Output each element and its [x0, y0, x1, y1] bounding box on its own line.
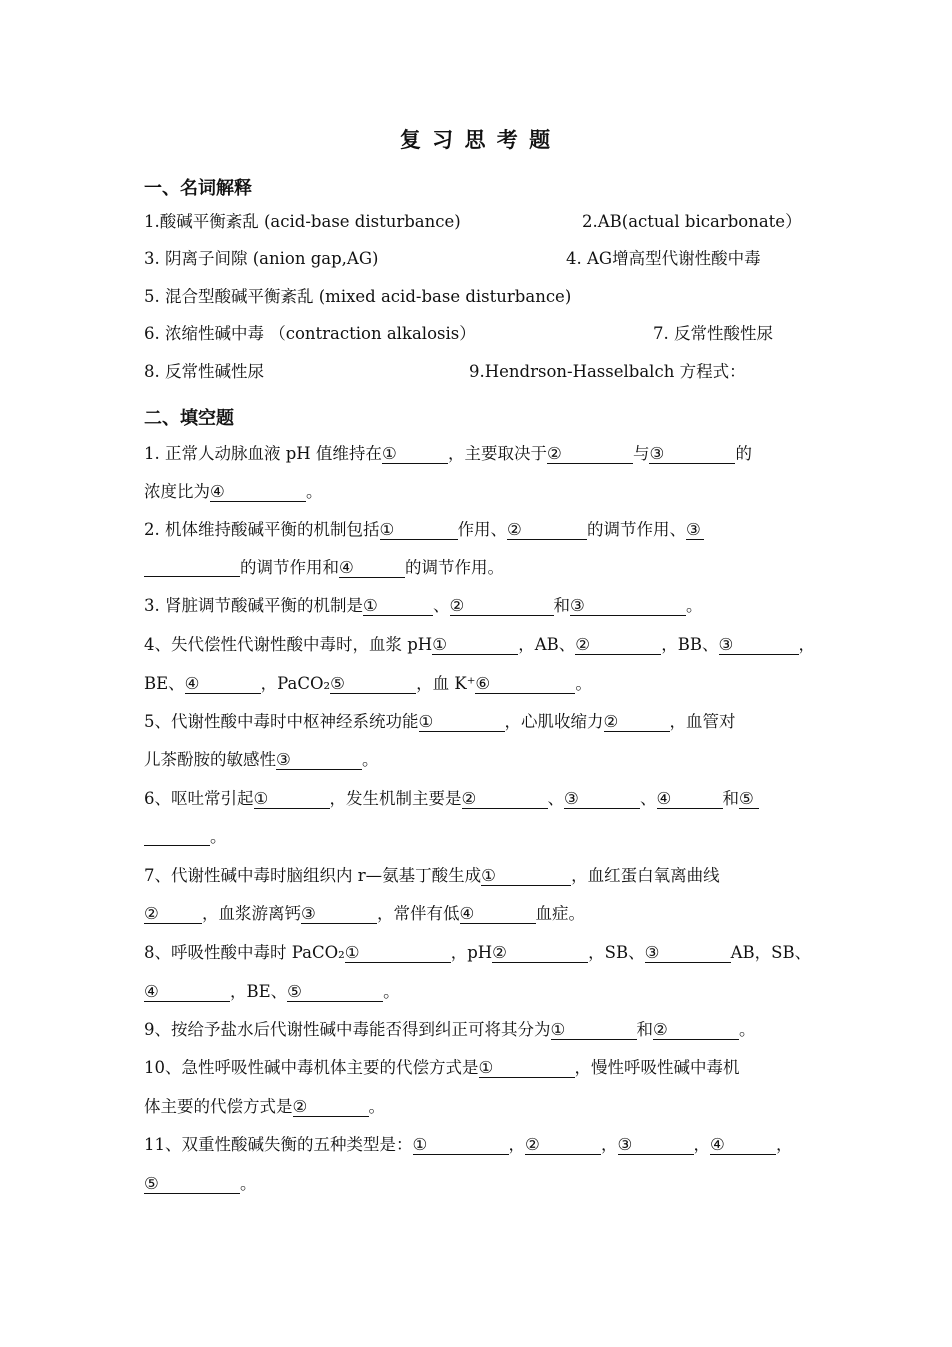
blank-marker: ③	[276, 750, 291, 769]
question-5-line-1	[144, 710, 736, 734]
answer-blank[interactable]	[739, 790, 759, 809]
blank-marker: ⑤	[144, 1174, 159, 1193]
answer-blank[interactable]	[144, 558, 240, 577]
question-10-line-2	[144, 1095, 385, 1119]
question-text: 。	[306, 482, 323, 501]
answer-blank[interactable]	[481, 867, 571, 886]
question-text: 。	[575, 674, 592, 693]
question-5-line-2	[144, 748, 379, 772]
answer-blank[interactable]	[547, 445, 633, 464]
blank-marker: ③	[301, 904, 316, 923]
question-text: ，	[601, 1135, 618, 1154]
answer-blank[interactable]	[413, 1136, 509, 1155]
blank-marker: ②	[603, 712, 619, 731]
answer-blank[interactable]	[432, 636, 518, 655]
answer-blank[interactable]	[450, 597, 554, 616]
blank-marker: ⑤	[330, 674, 345, 693]
question-text: 和	[553, 596, 570, 615]
answer-blank[interactable]	[380, 521, 458, 540]
answer-blank[interactable]	[339, 559, 405, 578]
answer-blank[interactable]	[657, 790, 723, 809]
blank-marker: ⑤	[739, 789, 754, 808]
section-heading-fill-in: 二、填空题	[144, 408, 234, 429]
question-text: 体主要的代偿方式是	[144, 1097, 293, 1116]
answer-blank[interactable]	[462, 790, 548, 809]
question-text: 作用、	[457, 520, 507, 539]
blank-marker: ①	[432, 635, 447, 654]
blank-marker: ①	[418, 712, 434, 731]
term-8: 8. 反常性碱性尿	[144, 362, 264, 381]
blank-marker: ①	[379, 520, 395, 539]
question-4-line-2	[144, 672, 592, 696]
question-text: ，血管对	[669, 712, 736, 731]
blank-marker: ③	[644, 943, 660, 962]
question-text: ，AB、	[518, 635, 576, 654]
question-text: ，	[508, 1135, 525, 1154]
question-text: 儿茶酚胺的敏感性	[144, 750, 276, 769]
question-text: 。	[368, 1097, 385, 1116]
blank-marker: ④	[339, 558, 354, 577]
answer-blank[interactable]	[653, 1021, 739, 1040]
answer-blank[interactable]	[719, 636, 799, 655]
blank-marker: ④	[184, 674, 200, 693]
question-2-line-1	[144, 518, 704, 542]
question-text: 和	[722, 789, 739, 808]
question-text: ，慢性呼吸性碱中毒机	[574, 1058, 740, 1077]
blank-marker: ⑤	[287, 982, 302, 1001]
question-text: 4、失代偿性代谢性酸中毒时，血浆 pH	[144, 635, 433, 654]
answer-blank[interactable]	[575, 636, 661, 655]
answer-blank[interactable]	[492, 944, 588, 963]
answer-blank[interactable]	[185, 675, 261, 694]
question-text: 。	[240, 1174, 257, 1193]
question-1-line-2	[144, 480, 323, 504]
blank-marker: ②	[449, 596, 465, 615]
blank-marker: ①	[344, 943, 360, 962]
answer-blank[interactable]	[287, 983, 383, 1002]
question-text: 7、代谢性碱中毒时脑组织内 r—氨基丁酸生成	[144, 866, 482, 885]
answer-blank[interactable]	[710, 1136, 776, 1155]
question-text: 的调节作用和	[240, 558, 339, 577]
answer-blank[interactable]	[301, 905, 377, 924]
question-text: ，心肌收缩力	[504, 712, 604, 731]
blank-marker: ②	[292, 1097, 308, 1116]
blank-marker: ②	[144, 904, 159, 923]
question-text: 11、双重性酸碱失衡的五种类型是：	[144, 1135, 413, 1154]
answer-blank[interactable]	[604, 713, 670, 732]
blank-marker: ①	[253, 789, 269, 808]
question-text: ，	[693, 1135, 710, 1154]
answer-blank[interactable]	[686, 521, 704, 540]
blank-marker: ②	[461, 789, 477, 808]
question-3	[144, 594, 703, 618]
question-text: ，BB、	[661, 635, 719, 654]
answer-blank[interactable]	[618, 1136, 694, 1155]
term-2: 2.AB(actual bicarbonate）	[582, 212, 802, 231]
answer-blank[interactable]	[363, 597, 433, 616]
blank-marker: ④	[144, 982, 159, 1001]
term-1: 1.酸碱平衡紊乱 (acid-base disturbance)	[144, 212, 461, 231]
blank-marker: ①	[412, 1135, 428, 1154]
question-text: AB，SB、	[730, 943, 812, 962]
blank-marker: ②	[575, 635, 591, 654]
question-4-line-1	[144, 633, 815, 657]
question-text: 和	[636, 1020, 653, 1039]
question-text: ，常伴有低	[377, 904, 460, 923]
question-text: 2. 机体维持酸碱平衡的机制包括	[144, 520, 380, 539]
answer-blank[interactable]	[645, 944, 731, 963]
question-text: 、	[433, 596, 450, 615]
blank-marker: ①	[381, 444, 397, 463]
blank-marker: ③	[564, 789, 579, 808]
blank-marker: ④	[710, 1135, 725, 1154]
answer-blank[interactable]	[507, 521, 587, 540]
question-text: 1. 正常人动脉血液 pH 值维持在	[144, 444, 382, 463]
question-text: 浓度比为	[144, 482, 210, 501]
question-text: ，血红蛋白氧离曲线	[571, 866, 720, 885]
blank-marker: ①	[478, 1058, 494, 1077]
blank-marker: ③	[570, 596, 585, 615]
blank-marker: ①	[550, 1020, 566, 1039]
question-text: BE、	[144, 674, 185, 693]
question-text: 8、呼吸性酸中毒时 PaCO₂	[144, 943, 345, 962]
answer-blank[interactable]	[525, 1136, 601, 1155]
section-heading-terms: 一、名词解释	[144, 178, 252, 199]
blank-marker: ②	[492, 943, 507, 962]
blank-marker: ④	[656, 789, 672, 808]
question-text: ，发生机制主要是	[329, 789, 462, 808]
question-1-line-1	[144, 442, 752, 466]
blank-marker: ①	[363, 596, 378, 615]
answer-blank[interactable]	[254, 790, 330, 809]
question-text: ，血 K⁺	[416, 674, 476, 693]
blank-marker: ②	[653, 1020, 668, 1039]
question-text: ，主要取决于	[447, 444, 547, 463]
question-text: ，	[798, 635, 816, 654]
question-9	[144, 1018, 756, 1042]
answer-blank[interactable]	[276, 751, 362, 770]
question-6-line-1	[144, 787, 759, 811]
answer-blank[interactable]	[460, 905, 536, 924]
question-11-line-1	[144, 1133, 793, 1157]
question-text: ，血浆游离钙	[202, 904, 301, 923]
question-text: 10、急性呼吸性碱中毒机体主要的代偿方式是	[144, 1058, 479, 1077]
question-text: 。	[686, 596, 703, 615]
question-2-line-2	[144, 556, 504, 580]
question-6-line-2	[144, 825, 227, 849]
term-3: 3. 阴离子间隙 (anion gap,AG)	[144, 249, 379, 268]
answer-blank[interactable]	[345, 944, 451, 963]
question-text: ，pH	[450, 943, 493, 962]
question-text: 。	[739, 1020, 756, 1039]
question-7-line-2	[144, 902, 585, 926]
page-title: 复 习 思 考 题	[399, 127, 553, 152]
answer-blank[interactable]	[144, 983, 230, 1002]
blank-marker: ③	[718, 635, 734, 654]
question-text: 9、按给予盐水后代谢性碱中毒能否得到纠正可将其分为	[144, 1020, 551, 1039]
question-text: 。	[362, 750, 379, 769]
question-text: 5、代谢性酸中毒时中枢神经系统功能	[144, 712, 419, 731]
answer-blank[interactable]	[330, 675, 416, 694]
answer-blank[interactable]	[382, 445, 448, 464]
answer-blank[interactable]	[570, 597, 686, 616]
blank-marker: ①	[481, 866, 496, 885]
question-text: 、	[547, 789, 564, 808]
question-7-line-1	[144, 864, 720, 888]
term-9: 9.Hendrson-Hasselbalch 方程式：	[469, 362, 746, 381]
question-text: 6、呕吐常引起	[144, 789, 254, 808]
question-text: 。	[383, 982, 400, 1001]
question-text: 。	[210, 827, 227, 846]
question-10-line-1	[144, 1056, 740, 1080]
term-7: 7. 反常性酸性尿	[653, 324, 773, 343]
answer-blank[interactable]	[479, 1059, 575, 1078]
question-text: 与	[632, 444, 650, 463]
question-text: ，	[776, 1135, 793, 1154]
blank-marker: ④	[459, 904, 475, 923]
question-text: 3. 肾脏调节酸碱平衡的机制是	[144, 596, 363, 615]
answer-blank[interactable]	[475, 675, 575, 694]
question-text: 的	[735, 444, 752, 463]
question-text: ，SB、	[588, 943, 645, 962]
answer-blank[interactable]	[144, 905, 202, 924]
question-text: 的调节作用。	[405, 558, 504, 577]
answer-blank[interactable]	[419, 713, 505, 732]
question-8-line-1	[144, 941, 811, 965]
term-4: 4. AG增高型代谢性酸中毒	[566, 249, 761, 268]
question-text: ，PaCO₂	[260, 674, 331, 693]
answer-blank[interactable]	[144, 1175, 240, 1194]
blank-marker: ②	[546, 444, 562, 463]
blank-marker: ③	[649, 444, 665, 463]
blank-marker: ②	[525, 1135, 540, 1154]
answer-blank[interactable]	[210, 483, 306, 502]
question-text: 血症。	[535, 904, 585, 923]
question-text: ，BE、	[230, 982, 288, 1001]
question-text: 的调节作用、	[587, 520, 686, 539]
blank-marker: ③	[617, 1135, 633, 1154]
question-text: 、	[640, 789, 657, 808]
blank-marker: ⑥	[475, 674, 491, 693]
answer-blank[interactable]	[551, 1021, 637, 1040]
blank-marker: ②	[507, 520, 522, 539]
term-5: 5. 混合型酸碱平衡紊乱 (mixed acid-base disturbance)	[144, 287, 572, 306]
answer-blank[interactable]	[649, 445, 735, 464]
answer-blank[interactable]	[293, 1098, 369, 1117]
question-11-line-2	[144, 1172, 257, 1196]
answer-blank[interactable]	[564, 790, 640, 809]
blank-marker: ③	[686, 520, 701, 539]
term-6: 6. 浓缩性碱中毒 （contraction alkalosis）	[144, 324, 476, 343]
blank-marker: ④	[210, 482, 225, 501]
answer-blank[interactable]	[144, 827, 210, 846]
question-8-line-2	[144, 980, 400, 1004]
